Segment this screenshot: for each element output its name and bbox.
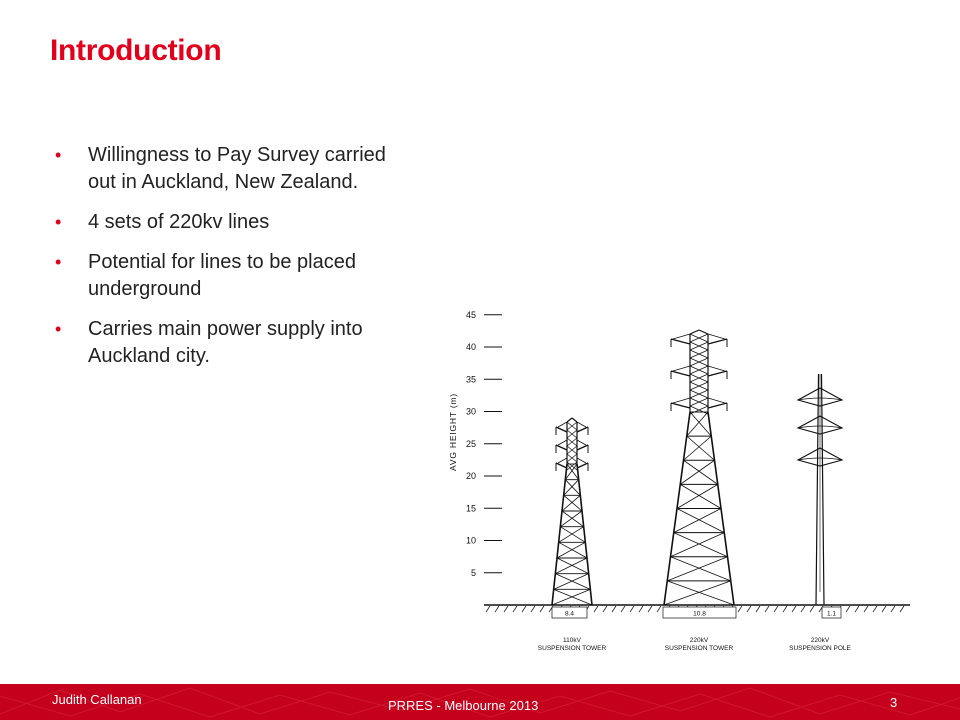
tower-base-width: 10.8 xyxy=(693,610,706,618)
tower-label-voltage: 220kV xyxy=(810,637,830,644)
bullet-item xyxy=(52,142,402,196)
tick-label: 35 xyxy=(465,374,476,385)
bullet-icon: • xyxy=(55,212,62,232)
tower-base-width: 8.4 xyxy=(564,610,575,618)
height-ticks xyxy=(466,310,502,578)
tower-220kv xyxy=(663,330,736,652)
tick-label: 10 xyxy=(465,535,476,546)
tower-label-type: SUSPENSION POLE xyxy=(789,645,851,652)
bullet-text: Potential for lines to be placed underground xyxy=(88,251,356,300)
tower-label-voltage: 220kV xyxy=(689,637,709,644)
tower-label-voltage: 110kV xyxy=(563,637,581,644)
bullet-item xyxy=(52,249,402,303)
tower-height-diagram xyxy=(432,282,922,660)
bullet-icon: • xyxy=(55,252,62,272)
footer-event: PRRES - Melbourne 2013 xyxy=(388,698,539,713)
tick-label: 5 xyxy=(470,567,476,578)
tower-base-width: 1.1 xyxy=(826,610,837,618)
slide-title: Introduction xyxy=(50,34,222,67)
tick-label: 15 xyxy=(465,503,476,514)
bullet-icon: • xyxy=(55,319,62,339)
footer-bar xyxy=(0,684,960,720)
bullet-icon: • xyxy=(55,145,62,165)
tower-110kv xyxy=(538,418,607,652)
axis-label: AVG HEIGHT (m) xyxy=(448,393,458,471)
bullet-text: Carries main power supply into Auckland city. xyxy=(88,318,363,367)
bullet-list xyxy=(52,142,402,383)
tick-label: 30 xyxy=(465,406,476,417)
tower-label-type: SUSPENSION TOWER xyxy=(664,645,734,652)
page-number: 3 xyxy=(890,695,898,710)
tower-label-type: SUSPENSION TOWER xyxy=(537,645,607,652)
bullet-item xyxy=(52,209,402,236)
tick-label: 40 xyxy=(465,342,476,352)
tick-label: 20 xyxy=(465,471,476,481)
tick-label: 45 xyxy=(465,309,476,320)
bullet-item xyxy=(52,316,402,370)
footer-author: Judith Callanan xyxy=(52,692,142,707)
tick-label: 25 xyxy=(465,438,476,449)
bullet-text: Willingness to Pay Survey carried out in Auckland, New Zealand. xyxy=(88,144,386,193)
bullet-text: 4 sets of 220kv lines xyxy=(88,211,270,233)
